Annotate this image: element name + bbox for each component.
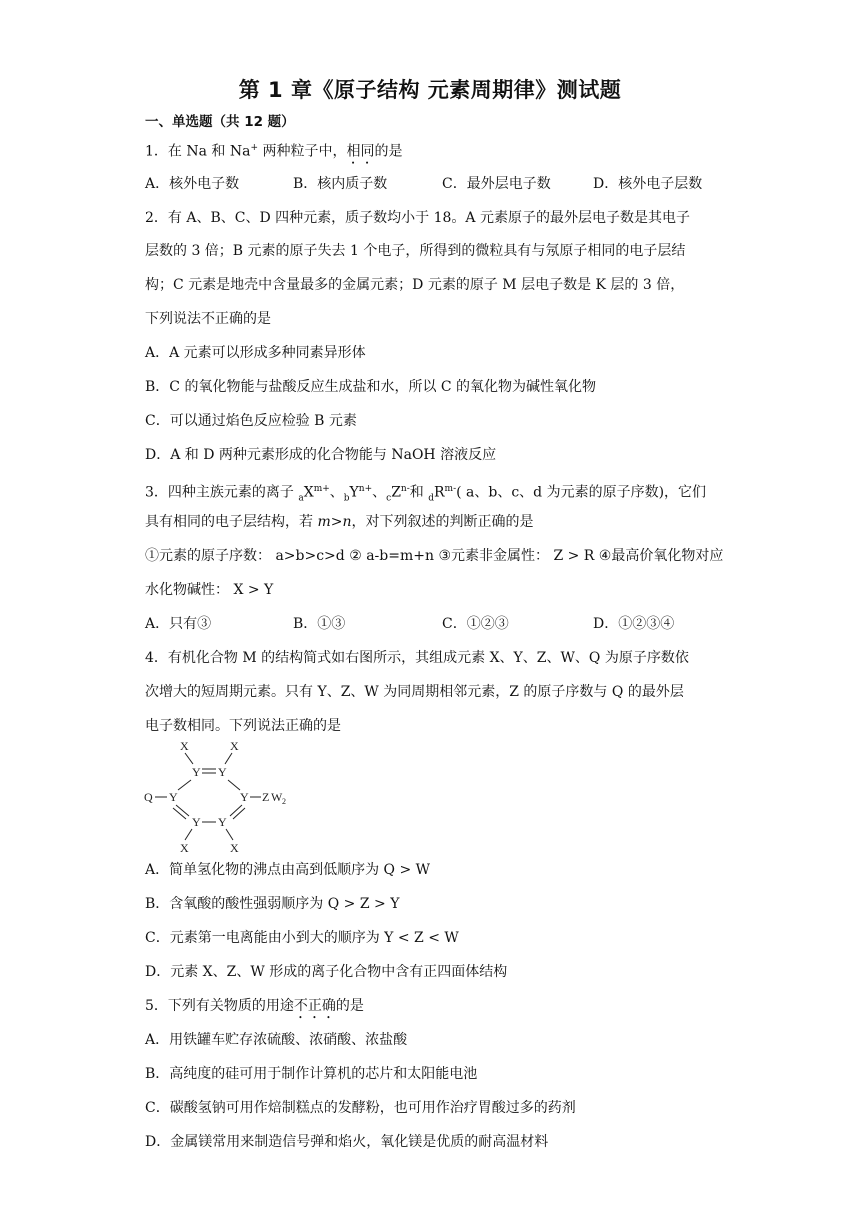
ion-r-charge: m- [444,484,457,494]
q2-option-a[interactable]: A．A 元素可以形成多种同素异形体 [145,345,366,361]
q1-superscript: + [250,143,258,153]
molecule-structure-diagram [140,736,310,856]
q1-emphasis: 相同 [346,143,375,160]
atom-y: Y [169,790,178,804]
ion-z-charge: n- [400,484,410,494]
ion-x-charge: m+ [313,484,330,494]
q4-option-d[interactable]: D．元素 X、Z、W 形成的离子化合物中含有正四面体结构 [145,964,508,980]
bond [225,753,232,764]
ion-x-symbol: X [303,484,314,501]
q3-option-d[interactable]: D．①②③④ [593,616,675,632]
bond [230,805,242,816]
question-3-line-3: ①元素的原子序数： a>b>c>d ② a-b=m+n ③元素非金属性： Z > R ④最高价氧化物对应 [145,548,724,564]
q5-option-c[interactable]: C．碳酸氢钠可用作焙制糕点的发酵粉，也可用作治疗胃酸过多的药剂 [145,1100,576,1116]
question-2-line-1: 2．有 A、B、C、D 四种元素，质子数均小于 18。A 元素原子的最外层电子数是其电子 [145,210,690,226]
section-heading: 一、单选题（共 12 题） [145,114,295,130]
q3-option-a[interactable]: A．只有③ [145,616,212,632]
question-5-stem [145,996,364,1022]
q2-option-b[interactable]: B．C 的氧化物能与盐酸反应生成盐和水，所以 C 的氧化物为碱性氧化物 [145,379,597,395]
atom-x: X [230,841,239,855]
q1-option-b[interactable]: B．核内质子数 [293,176,388,192]
q5-option-b[interactable]: B．高纯度的硅可用于制作计算机的芯片和太阳能电池 [145,1066,478,1082]
bond [178,780,191,790]
q4-option-a[interactable]: A．简单氢化物的沸点由高到低顺序为 Q > W [145,862,431,878]
q1-option-a[interactable]: A．核外电子数 [145,176,240,192]
q1-option-d[interactable]: D．核外电子层数 [593,176,703,192]
atom-q: Q [144,790,153,804]
q3-separator: 、 [372,484,387,501]
q5-option-a[interactable]: A．用铁罐车贮存浓硫酸、浓硝酸、浓盐酸 [145,1032,408,1048]
q3-separator: 和 [409,484,429,501]
ion-y-charge: n+ [358,484,373,494]
atom-x: X [180,841,189,855]
atom-z: Z [262,790,270,804]
question-4-line-2: 次增大的短周期元素。只有 Y、Z、W 为同周期相邻元素，Z 的原子序数与 Q 的最外层 [145,684,684,700]
q4-option-c[interactable]: C．元素第一电离能由小到大的顺序为 Y < Z < W [145,930,459,946]
atom-y: Y [192,815,201,829]
bond [173,808,186,819]
q5-option-d[interactable]: D．金属镁常用来制造信号弹和焰火，氧化镁是优质的耐高温材料 [145,1134,549,1150]
atom-y: Y [192,765,201,779]
q3-text-b: ( a、b、c、d 为元素的原子序数)，它们 [456,484,707,501]
bond [176,805,189,816]
bond [185,753,193,764]
question-3-line-1 [145,479,706,508]
ion-y-prefix: b [343,493,350,504]
question-4-line-1: 4．有机化合物 M 的结构简式如右图所示，其组成元素 X、Y、Z、W、Q 为原子序数依 [145,650,689,666]
q1-option-c[interactable]: C．最外层电子数 [442,176,551,192]
bond [228,780,240,790]
atom-x: X [230,739,239,753]
q5-text-b: 的是 [335,998,364,1014]
q3-text-d: ，对下列叙述的判断正确的是 [351,514,534,530]
question-3-line-4: 水化物碱性： X > Y [145,582,274,598]
q5-text-a: 5．下列有关物质的用途 [145,998,294,1014]
q5-emphasis: 不正确 [293,998,336,1014]
q4-option-b[interactable]: B．含氧酸的酸性强弱顺序为 Q > Z > Y [145,896,400,912]
question-4-line-3: 电子数相同。下列说法正确的是 [145,718,341,734]
atom-y: Y [218,815,227,829]
bond [185,829,192,840]
atom-x: X [180,739,189,753]
q2-option-c[interactable]: C．可以通过焰色反应检验 B 元素 [145,413,357,429]
question-2-line-4: 下列说法不正确的是 [145,311,271,327]
question-2-line-2: 层数的 3 倍；B 元素的原子失去 1 个电子，所得到的微粒具有与氖原子相同的电子层结 [145,243,686,259]
question-2-line-3: 构；C 元素是地壳中含量最多的金属元素；D 元素的原子 M 层电子数是 K 层的 3 倍， [145,277,685,293]
bond [233,808,245,819]
ion-x-prefix: a [298,493,304,504]
ion-r-prefix: d [428,493,434,504]
q1-text-b: 两种粒子中， [258,143,347,160]
q1-text-c: 的是 [374,143,403,160]
bond [226,829,233,840]
q3-option-c[interactable]: C．①②③ [442,616,509,632]
atom-w: W [271,790,283,804]
atom-y: Y [240,790,249,804]
ion-z-prefix: c [386,493,392,504]
atom-y: Y [218,765,227,779]
q2-option-d[interactable]: D．A 和 D 两种元素形成的化合物能与 NaOH 溶液反应 [145,447,497,463]
q1-text-a: 1．在 Na 和 Na [145,143,251,160]
question-3-line-2 [145,512,533,532]
ion-r-symbol: R [433,484,445,501]
q3-separator: 、 [329,484,344,501]
page-title: 第 1 章《原子结构 元素周期律》测试题 [238,78,622,102]
question-1-stem [145,138,402,168]
q3-condition: m>n [317,514,352,530]
q3-text-c: 具有相同的电子层结构，若 [145,514,318,530]
atom-w-subscript: 2 [282,797,286,806]
q3-option-b[interactable]: B．①③ [293,616,346,632]
ion-y-symbol: Y [349,484,359,501]
ion-z-symbol: Z [391,484,401,501]
q3-text-a: 3．四种主族元素的离子 [145,484,299,501]
